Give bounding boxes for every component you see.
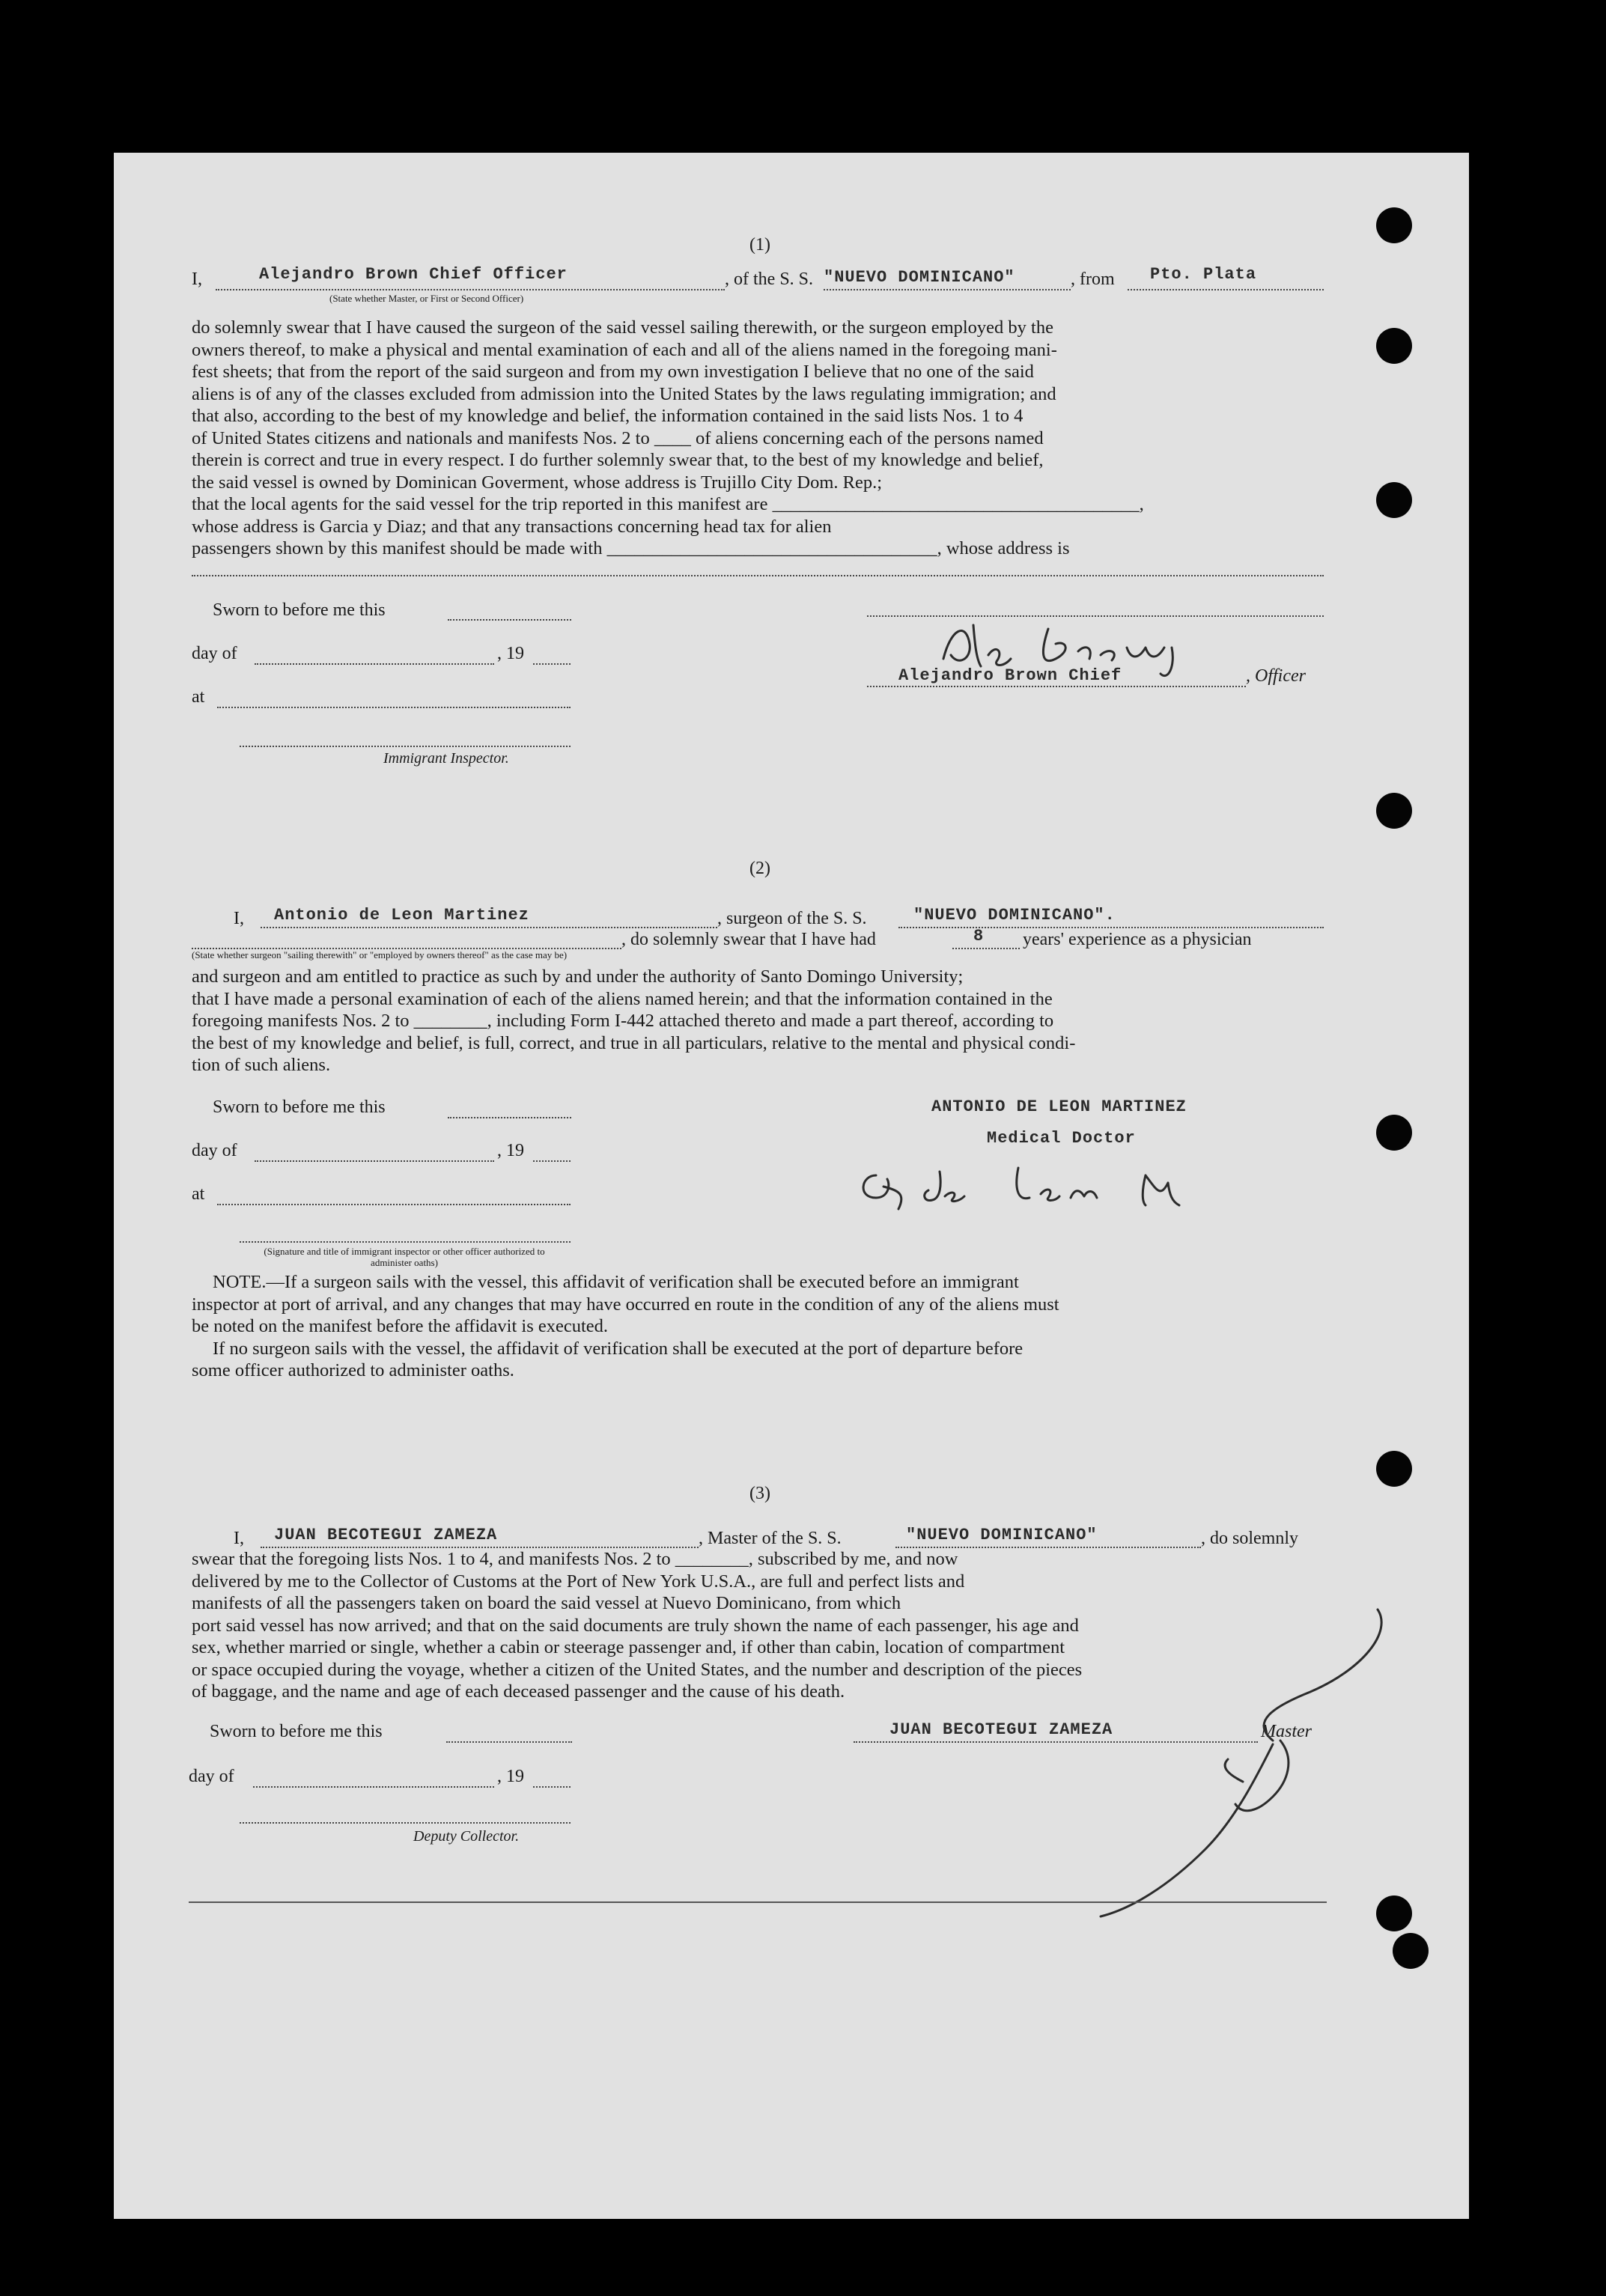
- affidavit1-body: do solemnly swear that I have caused the surgeon of the said vessel sailing therewith, or the surgeon employed by the owners thereof, to make a physical and mental examination of each and all of the aliens named in the foregoing mani- fest sheets; that from the report of the said surgeon and from my own investigation I believe that no one of the said aliens is of any of the classes excluded from admission into the United States by the laws regulating immigration; and that also, according to the best of my knowledge and belief, the information contained in the said lists Nos. 1 to 4 of United States citizens and nationals and manifests Nos. 2 to ____ of aliens concerning each of the persons named therein is correct and true in every respect. I do further solemnly swear that, to the best of my knowledge and belief, the said vessel is owned by Dominican Goverment, whose address is Trujillo City Dom. Rep.; that the local agents for the said vessel for the trip reported in this manifest are ________________________________________, whose address is Garcia y Diaz; and that any transactions concerning head tax for alien passengers shown by this manifest should be made with ____________________________________, whose address is: [192, 317, 1144, 558]
- vessel-line: [824, 289, 1071, 290]
- punch-hole: [1376, 1451, 1412, 1487]
- at-line: [217, 707, 571, 708]
- affidavit3-sworn: Sworn to before me this: [210, 1722, 383, 1741]
- affidavit3-master-of: , Master of the S. S.: [699, 1529, 842, 1548]
- officer-name-line: [216, 289, 725, 290]
- day2-line: [255, 1160, 494, 1162]
- punch-hole: [1376, 328, 1412, 364]
- at2-line: [217, 1204, 571, 1205]
- affidavit2-signed-title: Medical Doctor: [987, 1129, 1136, 1148]
- affidavit3-signed-name: JUAN BECOTEGUI ZAMEZA: [889, 1720, 1113, 1739]
- affidavit2-body: and surgeon and am entitled to practice as such by and under the authority of Santo Domingo University; that I have made a personal examination of each of the aliens named herein; and that the information contained in the foregoing manifests Nos. 2 to ________, including Form I-442 attached thereto and made a part thereof, according to the best of my knowledge and belief, is full, correct, and true in all particulars, relative to the mental and physical condi- tion of such aliens.: [192, 966, 1076, 1075]
- inspector2-line: [240, 1241, 571, 1243]
- affidavit3-collector-label: Deputy Collector.: [413, 1828, 520, 1845]
- affidavit1-of-ss: , of the S. S.: [725, 270, 814, 289]
- affidavit2-number: (2): [749, 859, 770, 878]
- affidavit3-vessel: "NUEVO DOMINICANO": [906, 1526, 1098, 1544]
- sworn-line: [448, 619, 571, 621]
- affidavit2-surgeon-of: , surgeon of the S. S.: [717, 909, 867, 928]
- affidavit1-at: at: [192, 687, 205, 707]
- affidavit3-year: , 19: [497, 1767, 524, 1786]
- affidavit3-signed-suffix: Master: [1261, 1722, 1312, 1741]
- affidavit1-signed-suffix: , Officer: [1246, 666, 1306, 686]
- year2-line: [533, 1160, 571, 1162]
- affidavit2-note: (State whether surgeon "sailing therewith" or "employed by owners thereof" as the case may be): [192, 949, 568, 960]
- punch-hole: [1376, 1115, 1412, 1151]
- punch-hole: [1376, 207, 1412, 243]
- affidavit3-body: swear that the foregoing lists Nos. 1 to 4, and manifests Nos. 2 to ________, subscribed by me, and now delivered by me to the Collector of Customs at the Port of New York U.S.A., are full and perfect lists and manifests of all the passengers taken on board the said vessel at Nuevo Dominicano, from which port said vessel has now arrived; and that on the said documents are truly shown the name of each passenger, his age and sex, whether married or single, whether a cabin or steerage passenger and, if other than cabin, location of compartment or space occupied during the voyage, whether a citizen of the United States, and the number and description of the pieces of baggage, and the name and age of each deceased passenger and the cause of his death.: [192, 1549, 1083, 1702]
- year3-line: [533, 1786, 571, 1788]
- year-line: [533, 663, 571, 665]
- affidavit2-day-of: day of: [192, 1141, 237, 1160]
- affidavit3-solemnly: , do solemnly: [1201, 1529, 1298, 1548]
- affidavit2-sworn: Sworn to before me this: [213, 1097, 386, 1117]
- affidavit2-years: 8: [973, 927, 985, 945]
- affidavit2-signature-note: (Signature and title of immigrant inspector or other officer authorized to administer oaths): [264, 1246, 545, 1268]
- affidavit1-sworn: Sworn to before me this: [213, 600, 386, 620]
- punch-hole: [1393, 1933, 1429, 1969]
- punch-hole: [1376, 482, 1412, 518]
- affidavit1-inspector-label: Immigrant Inspector.: [383, 750, 509, 767]
- affidavit2-swear-text: , do solemnly swear that I have had: [621, 930, 876, 949]
- affidavit1-number: (1): [749, 235, 770, 255]
- affidavit2-signed-name: ANTONIO DE LEON MARTINEZ: [931, 1097, 1187, 1116]
- affidavit1-from-port: Pto. Plata: [1150, 265, 1257, 284]
- affidavit1-day-of: day of: [192, 644, 237, 663]
- affidavit2-surgeon-name: Antonio de Leon Martinez: [274, 906, 529, 925]
- affidavit2-i-prefix: I,: [234, 909, 244, 928]
- affidavit3-day-of: day of: [189, 1767, 234, 1786]
- affidavit1-year: , 19: [497, 644, 524, 663]
- address-line: [192, 575, 1324, 576]
- surgeon-signature: [846, 1153, 1295, 1220]
- affidavit3-i-prefix: I,: [234, 1529, 244, 1548]
- affidavit1-vessel: "NUEVO DOMINICANO": [824, 268, 1015, 287]
- sworn3-line: [446, 1741, 572, 1743]
- collector-line: [240, 1822, 571, 1824]
- affidavit1-i-prefix: I,: [192, 270, 202, 289]
- master-signature: [958, 1610, 1408, 1924]
- affidavit3-number: (3): [749, 1484, 770, 1503]
- punch-hole: [1376, 793, 1412, 829]
- affidavit2-years-text: years' experience as a physician: [1023, 930, 1252, 949]
- sworn2-line: [448, 1117, 571, 1118]
- affidavit1-officer-name: Alejandro Brown Chief Officer: [259, 265, 568, 284]
- affidavit2-note-text: NOTE.—If a surgeon sails with the vessel, this affidavit of verification shall be executed before an immigrant inspector at port of arrival, and any changes that may have occurred en route in the condition of any of the aliens must be noted on the manifest before the affidavit is executed. If no surgeon sails with the vessel, the affidavit of verification shall be executed at the port of departure before some officer authorized to administer oaths.: [192, 1272, 1059, 1380]
- affidavit1-from-label: , from: [1071, 270, 1115, 289]
- day3-line: [253, 1786, 494, 1788]
- affidavit3-master-name: JUAN BECOTEGUI ZAMEZA: [274, 1526, 498, 1544]
- affidavit2-vessel: "NUEVO DOMINICANO".: [913, 906, 1116, 925]
- affidavit1-signed-name: Alejandro Brown Chief: [898, 666, 1122, 685]
- affidavit2-at: at: [192, 1184, 205, 1204]
- affidavit2-year: , 19: [497, 1141, 524, 1160]
- day-line: [255, 663, 494, 665]
- years-line: [952, 948, 1020, 949]
- officer-name-sign-line: [867, 686, 1246, 687]
- bottom-rule: [189, 1901, 1327, 1903]
- from-port-line: [1128, 289, 1324, 290]
- affidavit1-officer-note: (State whether Master, or First or Second Officer): [329, 293, 524, 304]
